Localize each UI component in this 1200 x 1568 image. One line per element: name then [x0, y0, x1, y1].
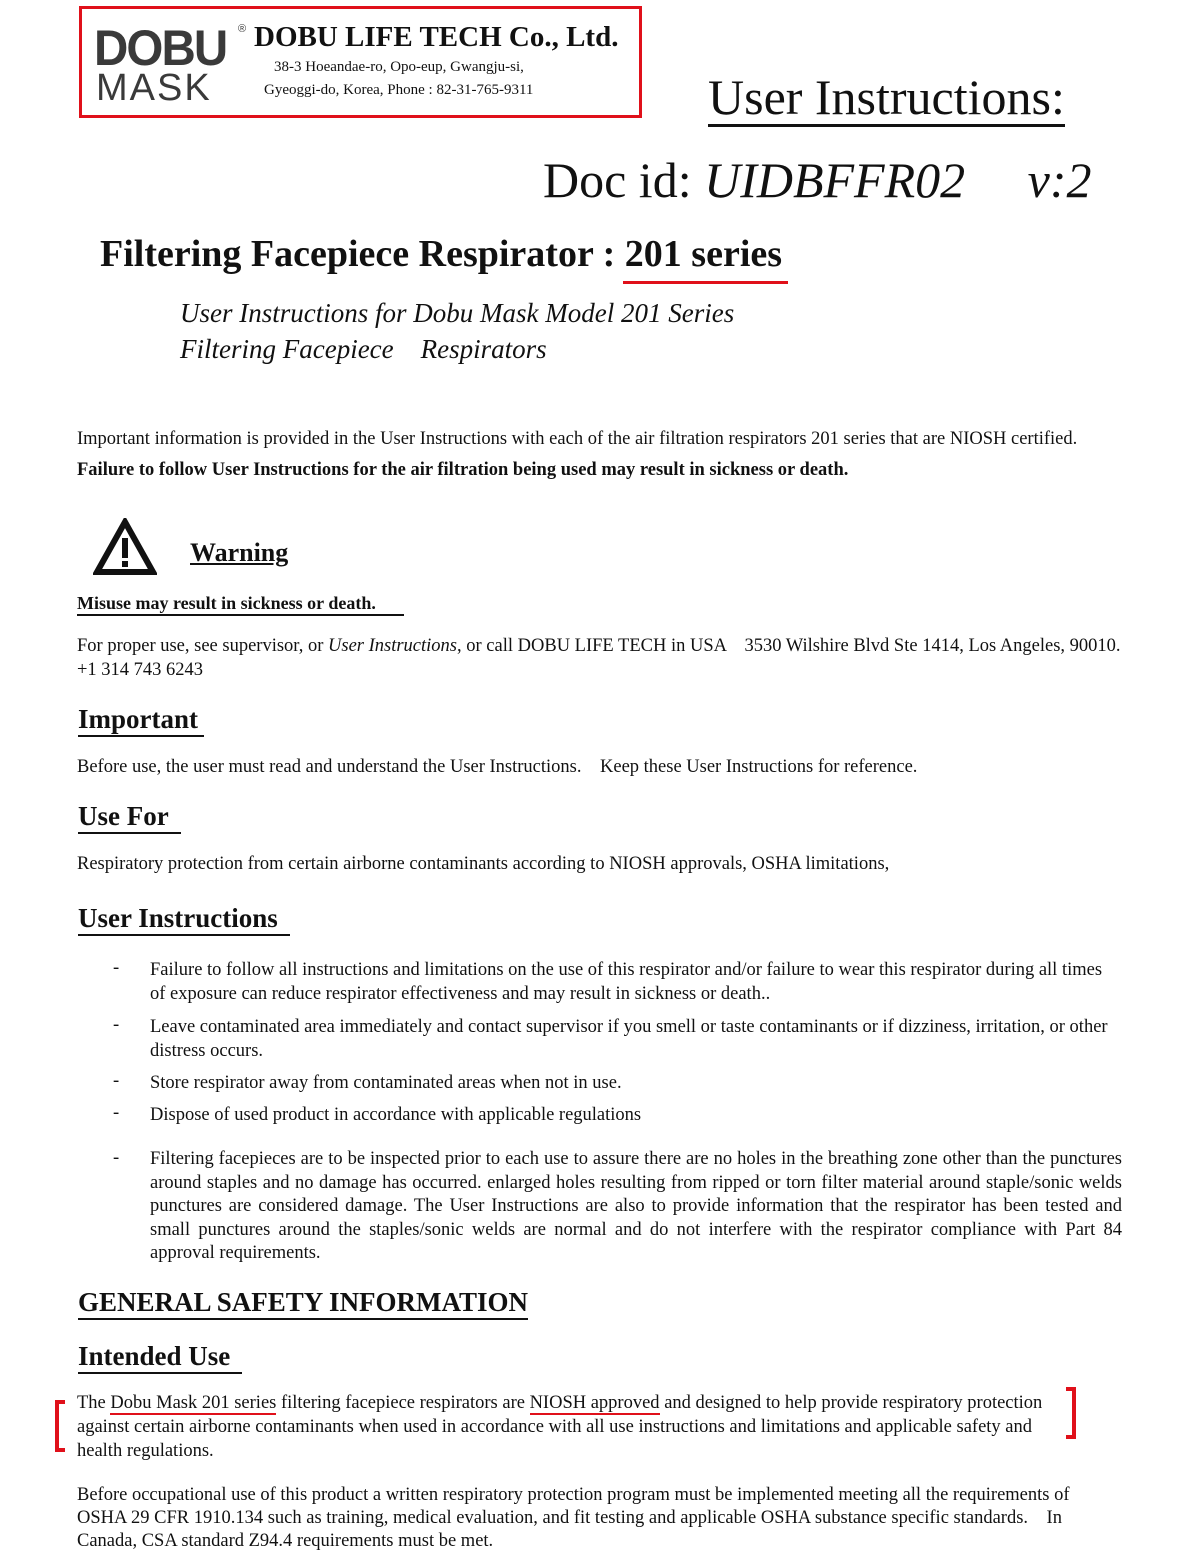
- company-name: DOBU LIFE TECH Co., Ltd.: [254, 21, 619, 53]
- misuse-warning: Misuse may result in sickness or death.: [77, 592, 404, 616]
- subtitle-line1: User Instructions for Dobu Mask Model 201 Series: [180, 298, 735, 328]
- use-for-heading: Use For: [78, 800, 181, 834]
- list-item: Dispose of used product in accordance with applicable regulations: [150, 1105, 642, 1125]
- right-red-bracket: [1066, 1387, 1076, 1439]
- bullet-dash: -: [113, 958, 120, 978]
- doc-id-row: [543, 150, 1091, 210]
- list-item: Failure to follow all instructions and limitations on the use of this respirator and/or failure to wear this respirator during all times of exposure can reduce respirator effectiveness and may result in sickness or death..: [150, 960, 1103, 1004]
- warning-triangle-icon: [93, 518, 157, 576]
- occupational-use-paragraph: Before occupational use of this product a written respiratory protection program must be implemented meeting all the requirements of OSHA 29 CFR 1910.134 such as training, medical evaluation, and fit testing and applicable OSHA substance specific standards. In Canada, CSA standard Z94.4 requirements must be met.: [77, 1485, 1075, 1551]
- document-title: User Instructions:: [708, 69, 1065, 125]
- doc-version: v:2: [1027, 152, 1092, 208]
- use-for-text: Respiratory protection from certain airborne contaminants according to NIOSH approvals, OSHA limitations,: [77, 854, 890, 874]
- registered-mark: ®: [238, 23, 247, 35]
- proper-use-after: , or call DOBU LIFE TECH in USA 3530 Wilshire Blvd Ste 1414, Los Angeles, 90010. +1 314 743 6243: [77, 636, 1140, 680]
- product-title: [100, 232, 782, 276]
- product-series-text: 201 series: [624, 233, 783, 275]
- highlight-product-name: Dobu Mask 201 series: [110, 1393, 277, 1413]
- user-instructions-heading: User Instructions: [78, 902, 290, 936]
- proper-use-paragraph: [77, 634, 1140, 682]
- proper-use-italic: User Instructions: [328, 636, 458, 656]
- logo-dobu-text: DOBU: [94, 20, 227, 76]
- doc-id-label: Doc id:: [543, 152, 692, 208]
- intended-text-2: filtering facepiece respirators are: [276, 1393, 530, 1413]
- company-logo-box: [79, 6, 642, 118]
- important-heading: Important: [78, 703, 204, 737]
- highlight-niosh-approved: NIOSH approved: [529, 1393, 660, 1413]
- intro-bold-warning: Failure to follow User Instructions for the air filtration being used may result in sickness or death.: [77, 460, 849, 480]
- list-item: Filtering facepieces are to be inspected prior to each use to assure there are no holes in the breathing zone other than the punctures around staples and no damage has occurred. enlarged holes resulting from ripped or torn filter material around staple/sonic welds punctures are considered damage. The User Instructions are also to provide information that the respirator has been tested and small punctures around the staples/sonic welds are normal and do not interfere with the respirator compliance with Part 84 approval requirements.: [150, 1149, 1122, 1263]
- product-title-prefix: Filtering Facepiece Respirator :: [100, 233, 625, 275]
- list-item: Leave contaminated area immediately and contact supervisor if you smell or taste contaminants or if dizziness, irritation, or other distress occurs.: [150, 1017, 1108, 1061]
- left-red-bracket: [55, 1400, 65, 1452]
- general-safety-heading: GENERAL SAFETY INFORMATION: [78, 1286, 528, 1320]
- doc-id-value: UIDBFFR02: [704, 152, 966, 208]
- intended-text-3: and designed to help provide respiratory protection against certain airborne contaminants when used in accordance with all use instructions and limitations and applicable safety and health regulations.: [77, 1393, 1043, 1461]
- intended-use-heading: Intended Use: [78, 1340, 242, 1374]
- logo-mask-text: MASK: [96, 67, 212, 109]
- important-text: Before use, the user must read and understand the User Instructions. Keep these User Instructions for reference.: [77, 757, 918, 777]
- bullet-dash: -: [113, 1071, 120, 1091]
- bullet-dash: -: [113, 1148, 120, 1168]
- subtitle-line2: Filtering Facepiece Respirators: [180, 334, 547, 364]
- intended-use-paragraph: [77, 1391, 1062, 1463]
- warning-heading: Warning: [190, 538, 289, 567]
- bullet-dash: -: [113, 1015, 120, 1035]
- product-series: [625, 232, 782, 276]
- proper-use-before: For proper use, see supervisor, or: [77, 636, 329, 656]
- series-highlight-underline: [623, 281, 788, 284]
- intended-text-1: The: [77, 1393, 111, 1413]
- intro-paragraph: [77, 424, 1122, 486]
- intro-text: Important information is provided in the User Instructions with each of the air filtration respirators 201 series that are NIOSH certified.: [77, 429, 1092, 449]
- company-address-line2: Gyeoggi-do, Korea, Phone : 82-31-765-9311: [264, 82, 534, 98]
- company-address-line1: 38-3 Hoeandae-ro, Opo-eup, Gwangju-si,: [274, 59, 524, 75]
- list-item: Store respirator away from contaminated areas when not in use.: [150, 1073, 622, 1093]
- bullet-dash: -: [113, 1103, 120, 1123]
